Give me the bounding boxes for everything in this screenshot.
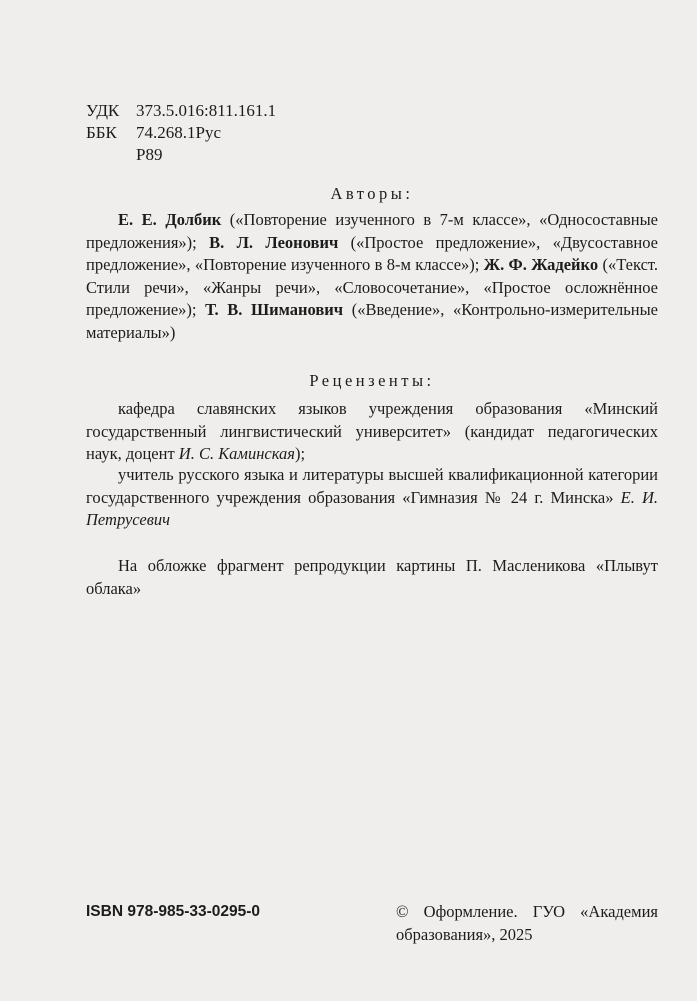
bbk-row — [86, 122, 276, 144]
bbk-value: 74.268.1Рус — [136, 123, 221, 142]
udk-label: УДК — [86, 101, 120, 120]
udk-row — [86, 100, 276, 122]
author-name-leonovich: В. Л. Леонович — [209, 232, 339, 252]
reviewer-2-name: Е. И. Петрусевич — [86, 487, 658, 529]
classification-codes — [86, 100, 276, 166]
bbk-label: ББК — [86, 123, 117, 142]
udk-value: 373.5.016:811.161.1 — [136, 101, 277, 120]
reviewer-1-paragraph — [86, 398, 658, 466]
author-mark: Р89 — [136, 145, 163, 164]
author-works-zhadeiko: («Текст. Стили речи», «Жанры речи», «Словосочетание», «Простое осложнённое предложение»); — [86, 255, 659, 319]
authors-heading: Авторы: — [330, 184, 414, 203]
reviewers-heading: Рецензенты: — [309, 371, 435, 390]
reviewer-2-text: учитель русского языка и литературы высшей квалификационной категории государственного учреждения образования «Гимназия № 24 г. Минска» — [86, 465, 658, 507]
reviewer-1-name: И. С. Каминская — [178, 444, 295, 463]
reviewer-2-paragraph — [86, 464, 658, 532]
author-name-dolbik: Е. Е. Долбик — [118, 210, 222, 229]
author-works-shimanovich: («Введение», «Контрольно-измерительные материалы») — [86, 300, 658, 342]
author-works-dolbik: («Повторение изученного в 7-м классе», «Односоставные предложения»); — [86, 210, 658, 252]
author-name-zhadeiko: Ж. Ф. Жадейко — [483, 255, 599, 274]
author-works-leonovich: («Простое предложение», «Двусоставное предложение», «Повторение изученного в 8-м классе»); — [86, 232, 659, 274]
authors-paragraph — [86, 209, 658, 344]
reviewer-1-text: кафедра славянских языков учреждения образования «Минский государственный лингвистический университет» (кандидат педагогических наук, доцент — [86, 399, 658, 463]
reviewer-1-end: ); — [294, 444, 306, 463]
isbn: ISBN 978-985-33-0295-0 — [86, 903, 261, 920]
copyright: © Оформление. ГУО «Академия образования», 2025 — [396, 902, 658, 944]
cover-note: На обложке фрагмент репродукции картины П. Масленикова «Плывут облака» — [86, 556, 658, 598]
author-name-shimanovich: Т. В. Шиманович — [205, 300, 344, 319]
